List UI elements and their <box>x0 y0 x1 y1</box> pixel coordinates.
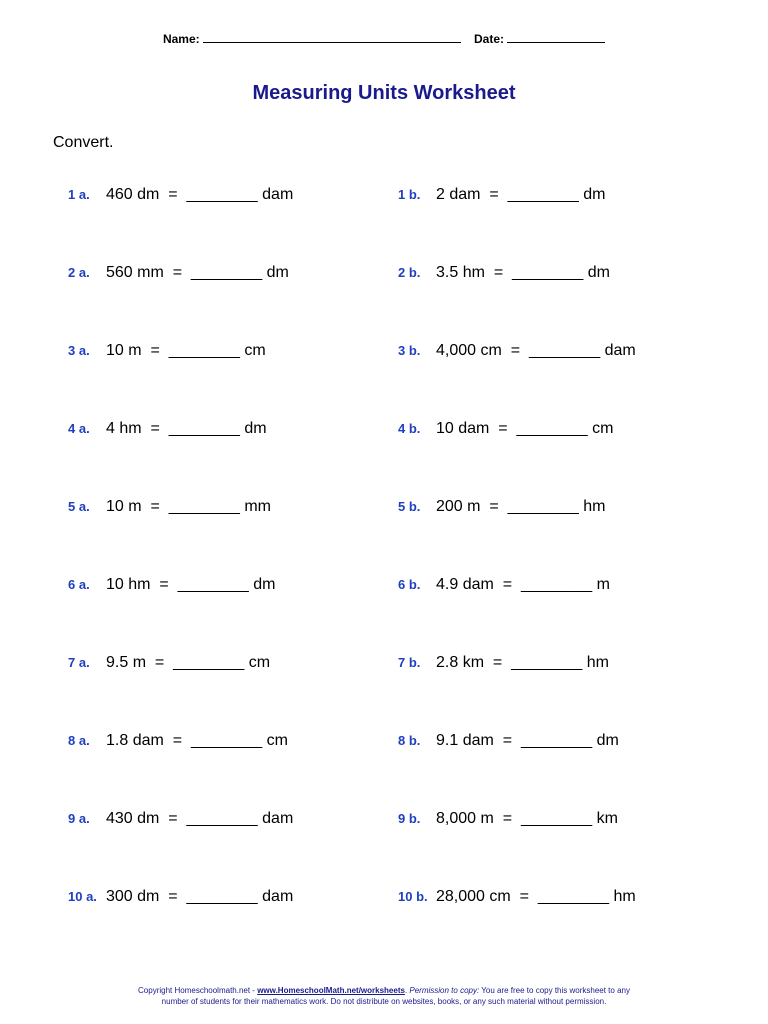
problem-number: 6 b. <box>398 577 421 592</box>
answer-blank[interactable]: ________ <box>168 342 240 359</box>
problem-number: 2 a. <box>68 265 90 280</box>
answer-blank[interactable]: ________ <box>173 654 245 671</box>
footer-link[interactable]: www.HomeschoolMath.net/worksheets <box>257 986 405 995</box>
target-unit: cm <box>592 420 614 437</box>
problem-number: 9 b. <box>398 811 421 826</box>
problem-5a: 5 a. 10 m = ________ mm <box>68 498 271 515</box>
name-date-line <box>0 30 768 46</box>
problem-value: 9.5 m <box>106 654 147 671</box>
problem-number: 5 a. <box>68 499 90 514</box>
problem-9b: 9 b. 8,000 m = ________ km <box>398 810 618 827</box>
problem-4b: 4 b. 10 dam = ________ cm <box>398 420 614 437</box>
target-unit: mm <box>244 498 271 515</box>
target-unit: cm <box>244 342 266 359</box>
problem-9a: 9 a. 430 dm = ________ dam <box>68 810 294 827</box>
problem-number: 8 a. <box>68 733 90 748</box>
answer-blank[interactable]: ________ <box>186 888 258 905</box>
problem-10b: 10 b. 28,000 cm = ________ hm <box>398 888 636 905</box>
target-unit: dm <box>596 732 619 749</box>
problem-number: 2 b. <box>398 265 421 280</box>
target-unit: km <box>596 810 618 827</box>
answer-blank[interactable]: ________ <box>168 420 240 437</box>
footer-line-1 <box>0 985 768 996</box>
problem-value: 4 hm <box>106 420 142 437</box>
answer-blank[interactable]: ________ <box>168 498 240 515</box>
target-unit: dam <box>262 186 294 203</box>
problem-value: 10 hm <box>106 576 151 593</box>
problem-number: 5 b. <box>398 499 421 514</box>
target-unit: cm <box>248 654 271 671</box>
answer-blank[interactable]: ________ <box>190 732 263 749</box>
target-unit: dam <box>604 342 636 359</box>
problem-1b: 1 b. 2 dam = ________ dm <box>398 186 606 203</box>
problem-number: 7 b. <box>398 655 421 670</box>
answer-blank[interactable]: ________ <box>511 654 583 671</box>
answer-blank[interactable]: ________ <box>507 498 579 515</box>
problem-value: 10 m <box>106 342 142 359</box>
problem-number: 10 b. <box>398 889 428 904</box>
footer <box>0 985 768 1007</box>
problem-number: 3 b. <box>398 343 421 358</box>
problem-value: 8,000 m <box>436 810 494 827</box>
problem-value: 10 m <box>106 498 142 515</box>
footer-permission-label: Permission to copy: <box>409 986 480 995</box>
target-unit: hm <box>586 654 610 671</box>
answer-blank[interactable]: ________ <box>537 888 610 905</box>
problem-number: 8 b. <box>398 733 421 748</box>
problem-number: 4 a. <box>68 421 90 436</box>
problem-3b: 3 b. 4,000 cm = ________ dam <box>398 342 636 359</box>
problem-value: 9.1 dam <box>436 732 494 749</box>
name-blank[interactable] <box>203 30 461 43</box>
target-unit: dam <box>262 810 294 827</box>
answer-blank[interactable]: ________ <box>186 810 258 827</box>
problem-number: 3 a. <box>68 343 90 358</box>
target-unit: dm <box>253 576 276 593</box>
target-unit: hm <box>583 498 606 515</box>
problem-7b: 7 b. 2.8 km = ________ hm <box>398 654 610 671</box>
target-unit: cm <box>266 732 288 749</box>
problem-number: 7 a. <box>68 655 90 670</box>
problem-7a: 7 a. 9.5 m = ________ cm <box>68 654 271 671</box>
answer-blank[interactable]: ________ <box>186 186 258 203</box>
answer-blank[interactable]: ________ <box>520 732 593 749</box>
footer-copyright: Copyright Homeschoolmath.net - <box>138 986 258 995</box>
problem-value: 28,000 cm <box>436 888 511 905</box>
problem-value: 430 dm <box>106 810 160 827</box>
answer-blank[interactable]: ________ <box>528 342 601 359</box>
target-unit: dm <box>266 264 289 281</box>
answer-blank[interactable]: ________ <box>520 810 593 827</box>
problem-10a: 10 a. 300 dm = ________ dam <box>68 888 294 905</box>
footer-line1-rest: You are free to copy this worksheet to any <box>479 986 630 995</box>
problem-value: 300 dm <box>106 888 160 905</box>
problem-2b: 2 b. 3.5 hm = ________ dm <box>398 264 610 281</box>
problem-value: 460 dm <box>106 186 160 203</box>
problem-1a: 1 a. 460 dm = ________ dam <box>68 186 294 203</box>
problem-number: 1 a. <box>68 187 90 202</box>
problem-number: 10 a. <box>68 889 97 904</box>
answer-blank[interactable]: ________ <box>520 576 593 593</box>
problem-number: 9 a. <box>68 811 90 826</box>
problem-8a: 8 a. 1.8 dam = ________ cm <box>68 732 288 749</box>
problem-3a: 3 a. 10 m = ________ cm <box>68 342 266 359</box>
problem-5b: 5 b. 200 m = ________ hm <box>398 498 606 515</box>
problem-value: 4.9 dam <box>436 576 494 593</box>
worksheet-title: Measuring Units Worksheet <box>252 82 516 104</box>
answer-blank[interactable]: ________ <box>516 420 588 437</box>
problem-6b: 6 b. 4.9 dam = ________ m <box>398 576 610 593</box>
problem-value: 1.8 dam <box>106 732 164 749</box>
problem-number: 1 b. <box>398 187 421 202</box>
problem-8b: 8 b. 9.1 dam = ________ dm <box>398 732 619 749</box>
footer-dot: . <box>404 986 410 995</box>
problem-4a: 4 a. 4 hm = ________ dm <box>68 420 267 437</box>
answer-blank[interactable]: ________ <box>190 264 263 281</box>
problem-value: 4,000 cm <box>436 342 502 359</box>
problem-value: 2.8 km <box>436 654 485 671</box>
target-unit: m <box>596 576 610 593</box>
answer-blank[interactable]: ________ <box>512 264 584 281</box>
target-unit: hm <box>613 888 636 905</box>
answer-blank[interactable]: ________ <box>177 576 249 593</box>
answer-blank[interactable]: ________ <box>507 186 579 203</box>
problem-number: 4 b. <box>398 421 421 436</box>
target-unit: dm <box>587 264 610 281</box>
problem-value: 3.5 hm <box>436 264 485 281</box>
problem-value: 560 mm <box>106 264 164 281</box>
instruction-text: Convert. <box>53 134 114 151</box>
problem-value: 10 dam <box>436 420 490 437</box>
problem-value: 2 dam <box>436 186 481 203</box>
date-blank[interactable] <box>507 30 605 43</box>
problem-value: 200 m <box>436 498 481 515</box>
target-unit: dm <box>583 186 606 203</box>
date-label: Date: <box>474 32 505 46</box>
footer-line-2: number of students for their mathematics work. Do not distribute on websites, books, or any such material without permission. <box>161 997 607 1006</box>
target-unit: dam <box>262 888 294 905</box>
problem-number: 6 a. <box>68 577 90 592</box>
problem-6a: 6 a. 10 hm = ________ dm <box>68 576 276 593</box>
target-unit: dm <box>244 420 267 437</box>
name-label: Name: <box>162 32 200 46</box>
problem-2a: 2 a. 560 mm = ________ dm <box>68 264 289 281</box>
